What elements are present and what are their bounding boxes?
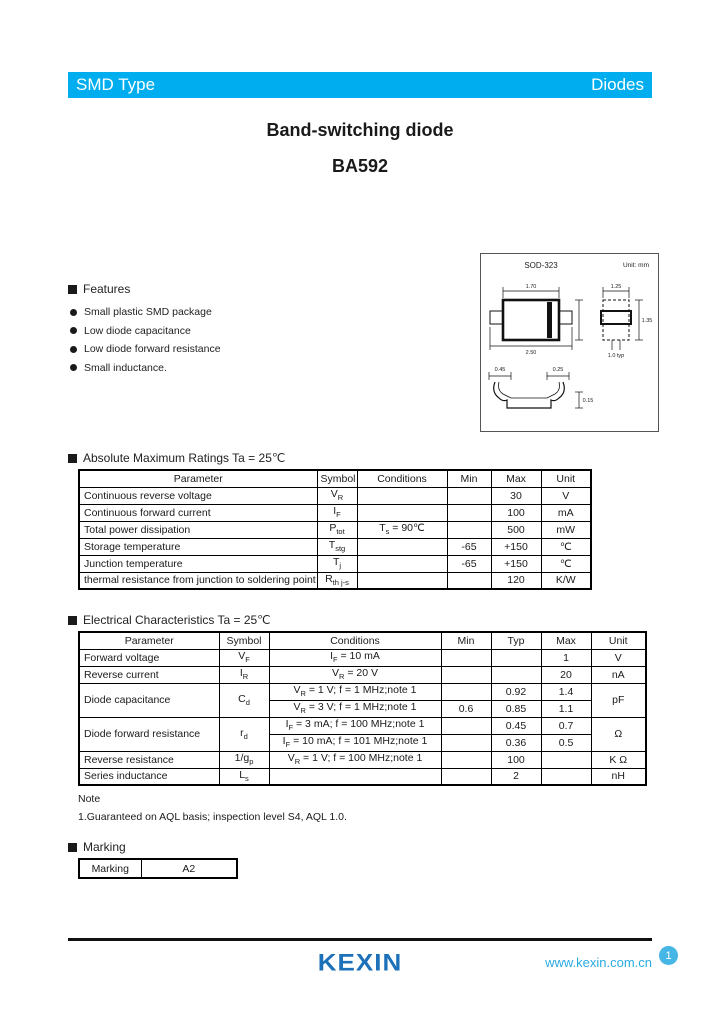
table-row (79, 717, 646, 734)
unit-cell: ℃ (541, 538, 591, 555)
max-cell (541, 768, 591, 785)
unit-cell: V (541, 487, 591, 504)
feature-item (70, 340, 221, 359)
column-header: Symbol (219, 632, 269, 649)
feature-item (70, 303, 221, 322)
package-outline-drawing (481, 254, 658, 431)
min-cell (447, 572, 491, 589)
typ-cell: 0.36 (491, 734, 541, 751)
min-cell: -65 (447, 555, 491, 572)
parameter-cell: Total power dissipation (79, 521, 317, 538)
min-cell (441, 683, 491, 700)
part-number: BA592 (331, 156, 389, 176)
feature-item-label: Low diode capacitance (84, 324, 191, 337)
typ-cell: 0.92 (491, 683, 541, 700)
package-side-view (601, 287, 643, 350)
doc-title: Band-switching diode (266, 120, 454, 140)
column-header: Max (541, 632, 591, 649)
column-header: Max (491, 470, 541, 487)
max-cell: +150 (491, 538, 541, 555)
marking-value-cell: A2 (141, 859, 237, 878)
note-text: 1.Guaranteed on AQL basis; inspection level S4, AQL 1.0. (78, 811, 347, 823)
dim-foot-left: 0.45 (494, 367, 506, 373)
unit-cell: mA (541, 504, 591, 521)
min-cell (441, 751, 491, 768)
feature-item (70, 359, 221, 378)
conditions-cell (357, 487, 447, 504)
footer-divider (68, 938, 652, 941)
parameter-cell: Forward voltage (79, 649, 219, 666)
unit-cell: nA (591, 666, 646, 683)
package-drawing-box (480, 253, 659, 432)
table-row (79, 683, 646, 700)
symbol-cell: $I_R$ (219, 666, 269, 683)
conditions-cell (357, 538, 447, 555)
dim-side-top: 1.25 (610, 284, 622, 290)
table-row (79, 555, 591, 572)
column-header: Symbol (317, 470, 357, 487)
elec-table (78, 631, 647, 786)
dim-front-top: 1.70 (525, 284, 537, 290)
dim-side-bottom: 1.0 typ (607, 353, 625, 359)
typ-cell (491, 649, 541, 666)
elec-heading-label: Electrical Characteristics Ta = 25℃ (83, 613, 271, 627)
max-cell: 1.4 (541, 683, 591, 700)
min-cell (441, 734, 491, 751)
dim-front-bottom: 2.50 (525, 350, 537, 356)
table-row (79, 768, 646, 785)
parameter-cell: Storage temperature (79, 538, 317, 555)
feature-item (70, 322, 221, 341)
website-link[interactable]: www.kexin.com.cn (545, 955, 652, 970)
abs-max-table (78, 469, 592, 590)
abs-max-heading-label: Absolute Maximum Ratings Ta = 25℃ (83, 451, 286, 465)
symbol-cell: $R_{th j-s}$ (317, 572, 357, 589)
package-name-label: SOD-323 (524, 261, 558, 270)
conditions-cell: $I_F = 10$ mA; f = 101 MHz;note 1 (269, 734, 441, 751)
min-cell (441, 717, 491, 734)
abs-max-heading (68, 451, 285, 465)
table-row (79, 521, 591, 538)
parameter-cell: Reverse current (79, 666, 219, 683)
conditions-cell: $T_s$ = 90℃ (357, 521, 447, 538)
symbol-cell: $V_F$ (219, 649, 269, 666)
section-marker-icon (68, 285, 77, 294)
marking-heading-label: Marking (83, 840, 126, 854)
package-footprint-view (489, 372, 583, 408)
typ-cell: 2 (491, 768, 541, 785)
min-cell (441, 768, 491, 785)
symbol-cell: $T_{stg}$ (317, 538, 357, 555)
max-cell: 120 (491, 572, 541, 589)
package-unit-label: Unit: mm (623, 262, 649, 269)
max-cell: 1.1 (541, 700, 591, 717)
symbol-cell: $I_F$ (317, 504, 357, 521)
elec-table-wrap (78, 631, 647, 786)
elec-heading (68, 613, 271, 627)
features-list (70, 303, 221, 377)
section-marker-icon (68, 454, 77, 463)
kexin-logo: KEXIN (317, 948, 403, 976)
symbol-cell: $1/g_p$ (219, 751, 269, 768)
unit-cell: ℃ (541, 555, 591, 572)
symbol-cell: $P_{tot}$ (317, 521, 357, 538)
table-row (79, 751, 646, 768)
min-cell (447, 521, 491, 538)
min-cell: -65 (447, 538, 491, 555)
max-cell: 20 (541, 666, 591, 683)
max-cell: +150 (491, 555, 541, 572)
unit-cell: mW (541, 521, 591, 538)
conditions-cell: $V_R = 1$ V; f = 100 MHz;note 1 (269, 751, 441, 768)
unit-cell: V (591, 649, 646, 666)
max-cell: 0.5 (541, 734, 591, 751)
conditions-cell: $V_R = 3$ V; f = 1 MHz;note 1 (269, 700, 441, 717)
typ-cell: 0.45 (491, 717, 541, 734)
column-header: Parameter (79, 632, 219, 649)
conditions-cell (357, 572, 447, 589)
table-header-row (79, 632, 646, 649)
symbol-cell: $L_s$ (219, 768, 269, 785)
conditions-cell (269, 768, 441, 785)
min-cell (447, 504, 491, 521)
page-number-badge: 1 (659, 946, 678, 965)
conditions-cell: $V_R = 20$ V (269, 666, 441, 683)
column-header: Typ (491, 632, 541, 649)
min-cell (447, 487, 491, 504)
conditions-cell: $I_F = 10$ mA (269, 649, 441, 666)
abs-max-table-wrap (78, 469, 592, 590)
marking-table (78, 858, 238, 879)
marking-table-wrap (78, 858, 238, 879)
parameter-cell: Reverse resistance (79, 751, 219, 768)
unit-cell: Ω (591, 717, 646, 751)
max-cell: 1 (541, 649, 591, 666)
parameter-cell: thermal resistance from junction to soldering point (79, 572, 317, 589)
symbol-cell: $r_d$ (219, 717, 269, 751)
table-row (79, 666, 646, 683)
dim-foot-right: 0.25 (552, 367, 564, 373)
section-marker-icon (68, 843, 77, 852)
symbol-cell: $V_R$ (317, 487, 357, 504)
column-header: Unit (591, 632, 646, 649)
max-cell: 30 (491, 487, 541, 504)
features-heading (68, 282, 130, 296)
column-header: Unit (541, 470, 591, 487)
conditions-cell (357, 504, 447, 521)
parameter-cell: Continuous reverse voltage (79, 487, 317, 504)
table-row (79, 504, 591, 521)
feature-item-label: Low diode forward resistance (84, 343, 221, 356)
min-cell: 0.6 (441, 700, 491, 717)
unit-cell: pF (591, 683, 646, 717)
dim-foot-height: 0.15 (582, 398, 594, 404)
typ-cell (491, 666, 541, 683)
conditions-cell: $V_R = 1$ V; f = 1 MHz;note 1 (269, 683, 441, 700)
max-cell: 100 (491, 504, 541, 521)
header-bar (68, 72, 652, 98)
bullet-icon (70, 364, 77, 371)
parameter-cell: Junction temperature (79, 555, 317, 572)
symbol-cell: $C_d$ (219, 683, 269, 717)
column-header: Conditions (269, 632, 441, 649)
column-header: Min (441, 632, 491, 649)
min-cell (441, 649, 491, 666)
header-right-label: Diodes (591, 75, 644, 94)
unit-cell: K/W (541, 572, 591, 589)
unit-cell: nH (591, 768, 646, 785)
feature-item-label: Small inductance. (84, 361, 167, 374)
parameter-cell: Diode forward resistance (79, 717, 219, 751)
max-cell: 0.7 (541, 717, 591, 734)
column-header: Conditions (357, 470, 447, 487)
column-header: Min (447, 470, 491, 487)
dim-side-right: 1.35 (641, 318, 653, 324)
bullet-icon (70, 327, 77, 334)
features-heading-label: Features (83, 282, 131, 296)
marking-heading (68, 840, 126, 854)
symbol-cell: $T_j$ (317, 555, 357, 572)
typ-cell: 100 (491, 751, 541, 768)
parameter-cell: Continuous forward current (79, 504, 317, 521)
marking-label-cell: Marking (79, 859, 141, 878)
max-cell: 500 (491, 521, 541, 538)
section-marker-icon (68, 616, 77, 625)
column-header: Parameter (79, 470, 317, 487)
header-left-label: SMD Type (76, 75, 156, 94)
table-row (79, 538, 591, 555)
typ-cell: 0.85 (491, 700, 541, 717)
package-front-view (490, 287, 583, 350)
feature-item-label: Small plastic SMD package (84, 306, 212, 319)
parameter-cell: Series inductance (79, 768, 219, 785)
table-row (79, 487, 591, 504)
conditions-cell (357, 555, 447, 572)
unit-cell: K Ω (591, 751, 646, 768)
bullet-icon (70, 346, 77, 353)
bullet-icon (70, 309, 77, 316)
max-cell (541, 751, 591, 768)
table-header-row (79, 470, 591, 487)
parameter-cell: Diode capacitance (79, 683, 219, 717)
note-label: Note (78, 793, 101, 805)
table-row (79, 572, 591, 589)
min-cell (441, 666, 491, 683)
conditions-cell: $I_F = 3$ mA; f = 100 MHz;note 1 (269, 717, 441, 734)
table-row (79, 649, 646, 666)
table-row (79, 859, 237, 878)
